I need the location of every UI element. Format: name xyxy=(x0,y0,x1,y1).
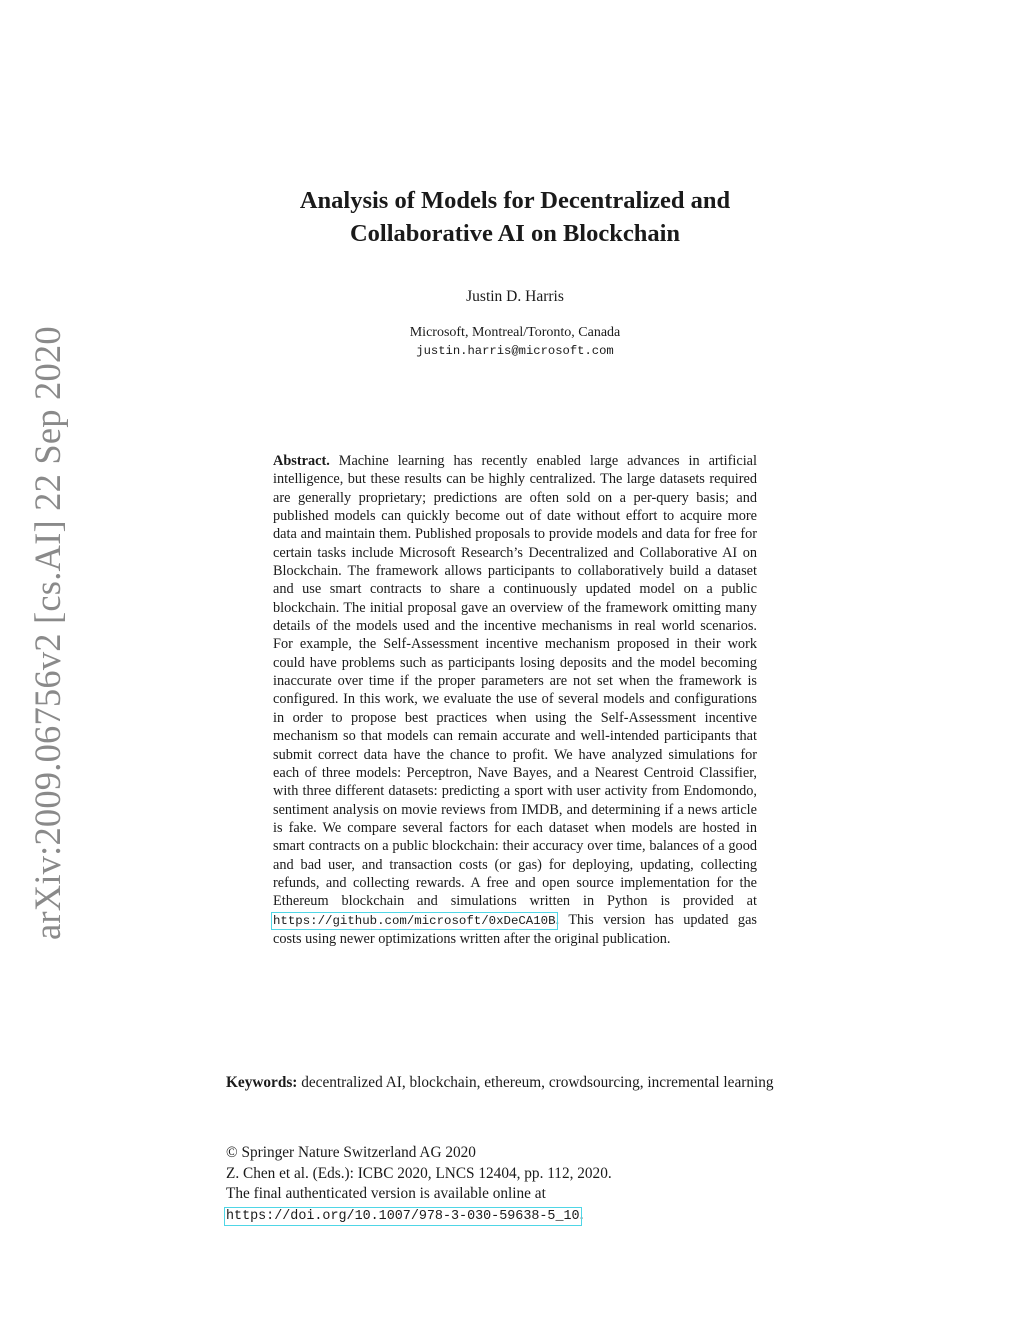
keywords-label: Keywords: xyxy=(226,1074,298,1091)
abstract xyxy=(273,452,757,948)
keywords xyxy=(226,1073,806,1093)
paper-title xyxy=(240,184,790,250)
abstract-text: Machine learning has recently enabled large advances in artificial intelligence, but these results can be highly centralized. The large datasets required are generally proprietary; predictions are often sold on a per-query basis; and published models can quickly become out of date without effort to acquire more data and maintain them. Published proposals to provide models and data for free for certain tasks include Microsoft Research’s Decentralized and Collaborative AI on Blockchain. The framework allows participants to collaboratively build a dataset and use smart contracts to share a continuously updated model on a public blockchain. The initial proposal gave an overview of the framework omitting many details of the models used and the incentive mechanisms in real world scenarios. For example, the Self-Assessment incentive mechanism proposed in their work could have problems such as participants losing deposits and the model becoming inaccurate over time if the proper parameters are not set when the framework is configured. In this work, we evaluate the use of several models and configurations in order to propose best practices when using the Self-Assessment incentive mechanism so that models can remain accurate and well-intended participants that submit correct data have the chance to profit. We have analyzed simulations for each of three models: Perceptron, Nave Bayes, and a Nearest Centroid Classifier, with three different datasets: predicting a sport with user activity from Endomondo, sentiment analysis on movie reviews from IMDB, and determining if a news article is fake. We compare several factors for each dataset when models are hosted in smart contracts on a public blockchain: their accuracy over time, balances of a good and bad user, and transaction costs (or gas) for deploying, updating, collecting refunds, and collecting rewards. A free and open source implementation for the Ethereum blockchain and simulations written in Python is provided at xyxy=(273,453,757,910)
doi-link[interactable]: https://doi.org/10.1007/978-3-030-59638-5_10 xyxy=(226,1208,580,1224)
arxiv-margin-stamp: arXiv:2009.06756v2 [cs.AI] 22 Sep 2020 xyxy=(27,326,68,940)
publication-info xyxy=(226,1143,826,1227)
title-line-1: Analysis of Models for Decentralized and xyxy=(299,187,731,214)
github-link[interactable]: https://github.com/microsoft/0xDeCA10B xyxy=(273,913,556,928)
copyright-line: © Springer Nature Switzerland AG 2020 xyxy=(226,1144,476,1161)
title-line-2: Collaborative AI on Blockchain xyxy=(349,220,681,247)
doi-line xyxy=(226,1205,826,1228)
author-email[interactable]: justin.harris@microsoft.com xyxy=(416,344,614,358)
author-affiliation: Microsoft, Montreal/Toronto, Canada xyxy=(409,325,621,340)
doi-trail: . xyxy=(579,1205,584,1223)
keywords-text: decentralized AI, blockchain, ethereum, crowdsourcing, incremental learning xyxy=(297,1074,774,1091)
author-name: Justin D. Harris xyxy=(466,288,564,305)
abstract-text-end: . This version has updated gas costs using newer optimizations written after the original publication. xyxy=(273,911,757,947)
abstract-label: Abstract. xyxy=(273,453,330,469)
citation-line: Z. Chen et al. (Eds.): ICBC 2020, LNCS 12404, pp. 112, 2020. xyxy=(226,1164,612,1182)
availability-line: The final authenticated version is available online at xyxy=(226,1185,546,1202)
